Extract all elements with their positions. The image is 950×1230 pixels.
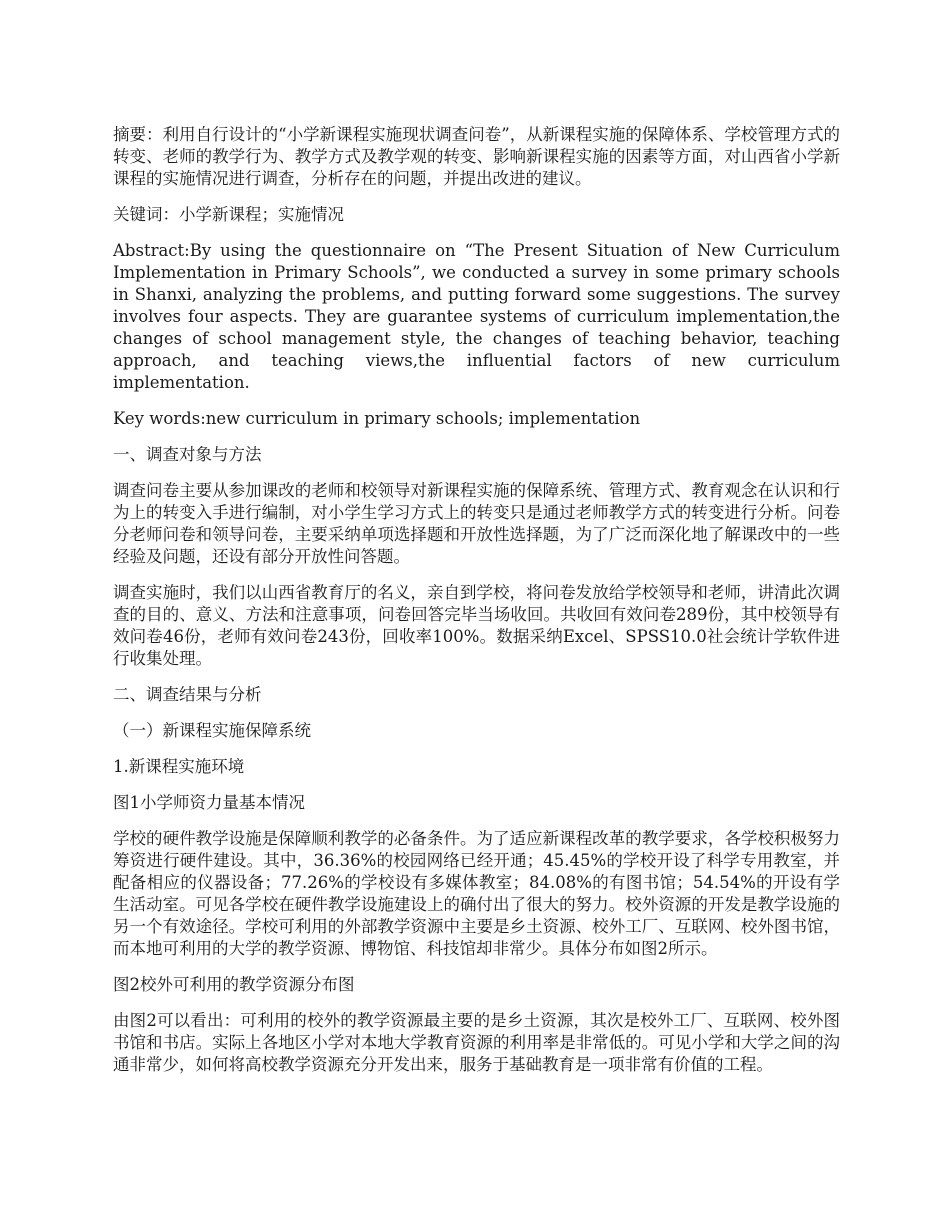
body-paragraph: 调查实施时，我们以山西省教育厅的名义，亲自到学校，将问卷发放给学校领导和老师，讲清此次调查的目的、意义、方法和注意事项，问卷回答完毕当场收回。共收回有效问卷289份，其中校领导有效问卷46份，老师有效问卷243份，回收率100%。数据采纳Excel、SPSS10.0社会统计学软件进行收集处理。 (113, 583, 840, 668)
figure-caption-2: 图2校外可利用的教学资源分布图 (113, 975, 355, 994)
document-body (113, 124, 840, 1090)
section-heading-2: 二、调查结果与分析 (113, 685, 262, 704)
section-heading-1: 一、调查对象与方法 (113, 445, 262, 464)
subsection-heading: （一）新课程实施保障系统 (113, 721, 311, 740)
body-paragraph: 由图2可以看出：可利用的校外的教学资源最主要的是乡土资源，其次是校外工厂、互联网、校外图书馆和书店。实际上各地区小学对本地大学教育资源的利用率是非常低的。可见小学和大学之间的沟通非常少，如何将高校教学资源充分开发出来，服务于基础教育是一项非常有价值的工程。 (113, 1011, 840, 1074)
abstract-en: Abstract:By using the questionnaire on “The Present Situation of New Curriculum Implementation in Primary Schools”, we conducted a survey in some primary schools in Shanxi, analyzing the problems, and putting forward some suggestions. The survey involves four aspects. They are guarantee systems of curriculum implementation,the changes of school management style, the changes of teaching behavior, teaching approach, and teaching views,the influential factors of new curriculum implementation. (113, 241, 840, 392)
body-paragraph: 调查问卷主要从参加课改的老师和校领导对新课程实施的保障系统、管理方式、教育观念在认识和行为上的转变入手进行编制，对小学生学习方式上的转变只是通过老师教学方式的转变进行分析。问卷分老师问卷和领导问卷，主要采纳单项选择题和开放性选择题，为了广泛而深化地了解课改中的一些经验及问题，还设有部分开放性问答题。 (113, 481, 840, 566)
keywords-zh: 关键词：小学新课程；实施情况 (113, 205, 344, 224)
abstract-zh: 摘要：利用自行设计的“小学新课程实施现状调查问卷”，从新课程实施的保障体系、学校管理方式的转变、老师的教学行为、教学方式及教学观的转变、影响新课程实施的因素等方面，对山西省小学新课程的实施情况进行调查，分析存在的问题，并提出改进的建议。 (113, 125, 840, 188)
keywords-en: Key words:new curriculum in primary schools; implementation (113, 409, 641, 428)
figure-caption-1: 图1小学师资力量基本情况 (113, 793, 305, 812)
subsubsection-heading: 1.新课程实施环境 (113, 757, 245, 776)
body-paragraph: 学校的硬件教学设施是保障顺利教学的必备条件。为了适应新课程改革的教学要求，各学校积极努力筹资进行硬件建设。其中，36.36%的校园网络已经开通；45.45%的学校开设了科学专用教室，并配备相应的仪器设备；77.26%的学校设有多媒体教室；84.08%的有图书馆；54.54%的开设有学生活动室。可见各学校在硬件教学设施建设上的确付出了很大的努力。校外资源的开发是教学设施的另一个有效途径。学校可利用的外部教学资源中主要是乡土资源、校外工厂、互联网、校外图书馆，而本地可利用的大学的教学资源、博物馆、科技馆却非常少。具体分布如图2所示。 (113, 829, 840, 958)
